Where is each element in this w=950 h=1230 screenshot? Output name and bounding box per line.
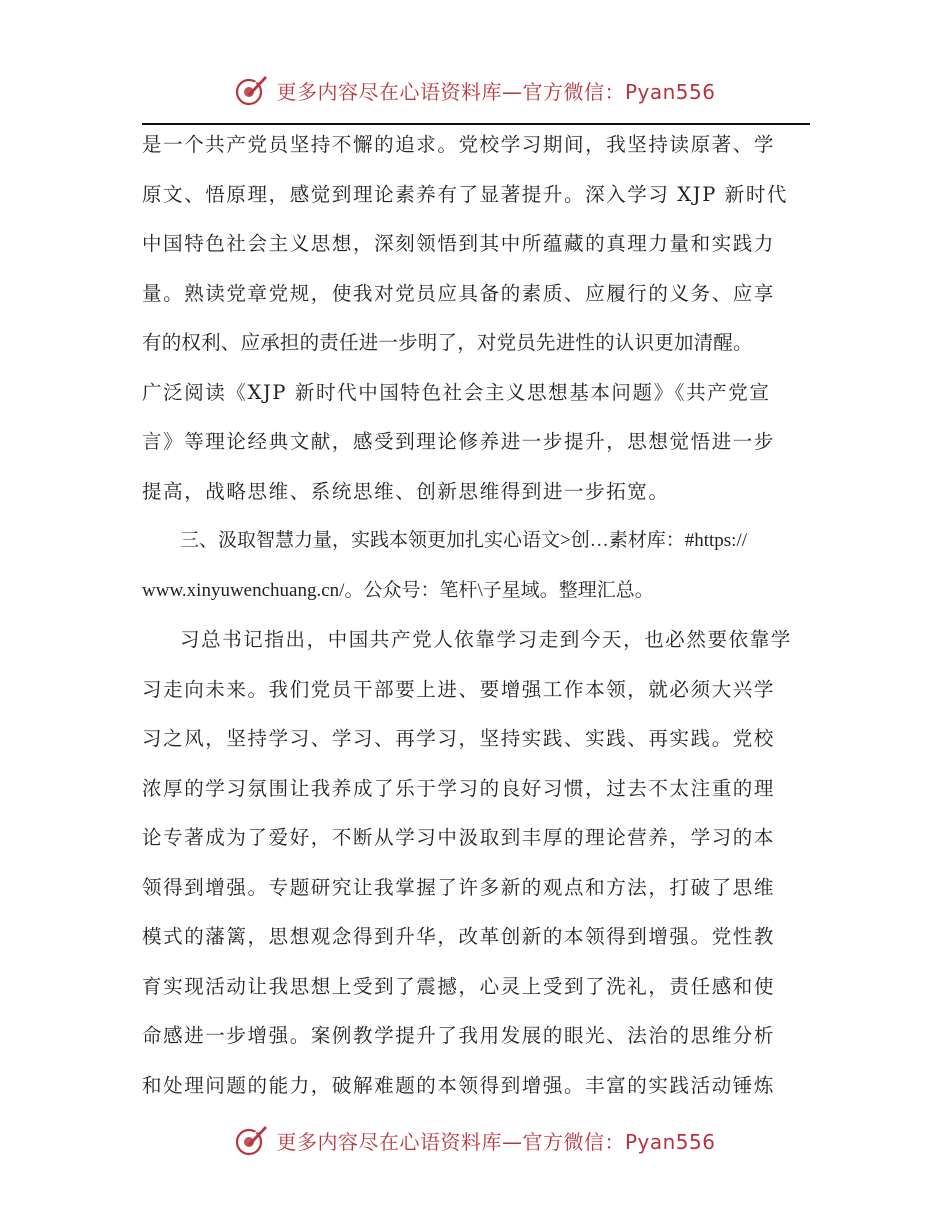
text-line: 模式的藩篱，思想观念得到升华，改革创新的本领得到增强。党性教 — [142, 925, 776, 948]
quill-logo-icon — [234, 73, 268, 107]
text-line: 量。熟读党章党规，使我对党员应具备的素质、应履行的义务、应享 — [142, 281, 776, 305]
text-line: 习走向未来。我们党员干部要上进、要增强工作本领，就必须大兴学 — [142, 677, 776, 701]
text-line: 是一个共产党员坚持不懈的追求。党校学习期间，我坚持读原著、学 — [142, 133, 776, 156]
header-banner-text: 更多内容尽在心语资料库—官方微信：Pyan556 — [276, 79, 716, 104]
text-line: 中国特色社会主义思想，深刻领悟到其中所蕴藏的真理力量和实践力 — [142, 232, 776, 255]
paragraph-start: 习总书记指出，中国共产党人依靠学习走到今天，也必然要依靠学 — [180, 628, 792, 651]
text-line: 浓厚的学习氛围让我养成了乐于学习的良好习惯，过去不太注重的理 — [142, 776, 776, 800]
text-line: 原文、悟原理，感觉到理论素养有了显著提升。深入学习 XJP 新时代 — [142, 182, 789, 206]
text-line: 提高，战略思维、系统思维、创新思维得到进一步拓宽。 — [142, 479, 670, 503]
quill-logo-icon — [234, 1123, 268, 1157]
footer-banner — [0, 1118, 950, 1162]
text-line: 论专著成为了爱好，不断从学习中汲取到丰厚的理论营养，学习的本 — [142, 826, 776, 849]
section-heading: 三、汲取智慧力量，实践本领更加扎实心语文>创…素材库：#https:// — [180, 530, 748, 551]
text-line: 和处理问题的能力，破解难题的本领得到增强。丰富的实践活动锤炼 — [142, 1073, 776, 1097]
text-line: 广泛阅读《XJP 新时代中国特色社会主义思想基本问题》《共产党宣 — [142, 380, 771, 404]
header-banner — [0, 68, 950, 112]
text-line: 有的权利、应承担的责任进一步明了，对党员先进性的认识更加清醒。 — [142, 331, 753, 354]
text-line: 言》等理论经典文献，感受到理论修养进一步提升，思想觉悟进一步 — [142, 430, 776, 453]
footer-banner-text: 更多内容尽在心语资料库—官方微信：Pyan556 — [276, 1129, 716, 1154]
document-body — [142, 120, 812, 1110]
text-line: www.xinyuwenchuang.cn/。公众号：笔杆\子星域。整理汇总。 — [142, 579, 654, 601]
text-line: 命感进一步增强。案例教学提升了我用发展的眼光、法治的思维分析 — [142, 1024, 776, 1047]
text-line: 育实现活动让我思想上受到了震撼，心灵上受到了洗礼，责任感和使 — [142, 974, 776, 998]
text-line: 习之风，坚持学习、学习、再学习，坚持实践、实践、再实践。党校 — [142, 727, 776, 750]
text-line: 领得到增强。专题研究让我掌握了许多新的观点和方法，打破了思维 — [142, 875, 776, 899]
